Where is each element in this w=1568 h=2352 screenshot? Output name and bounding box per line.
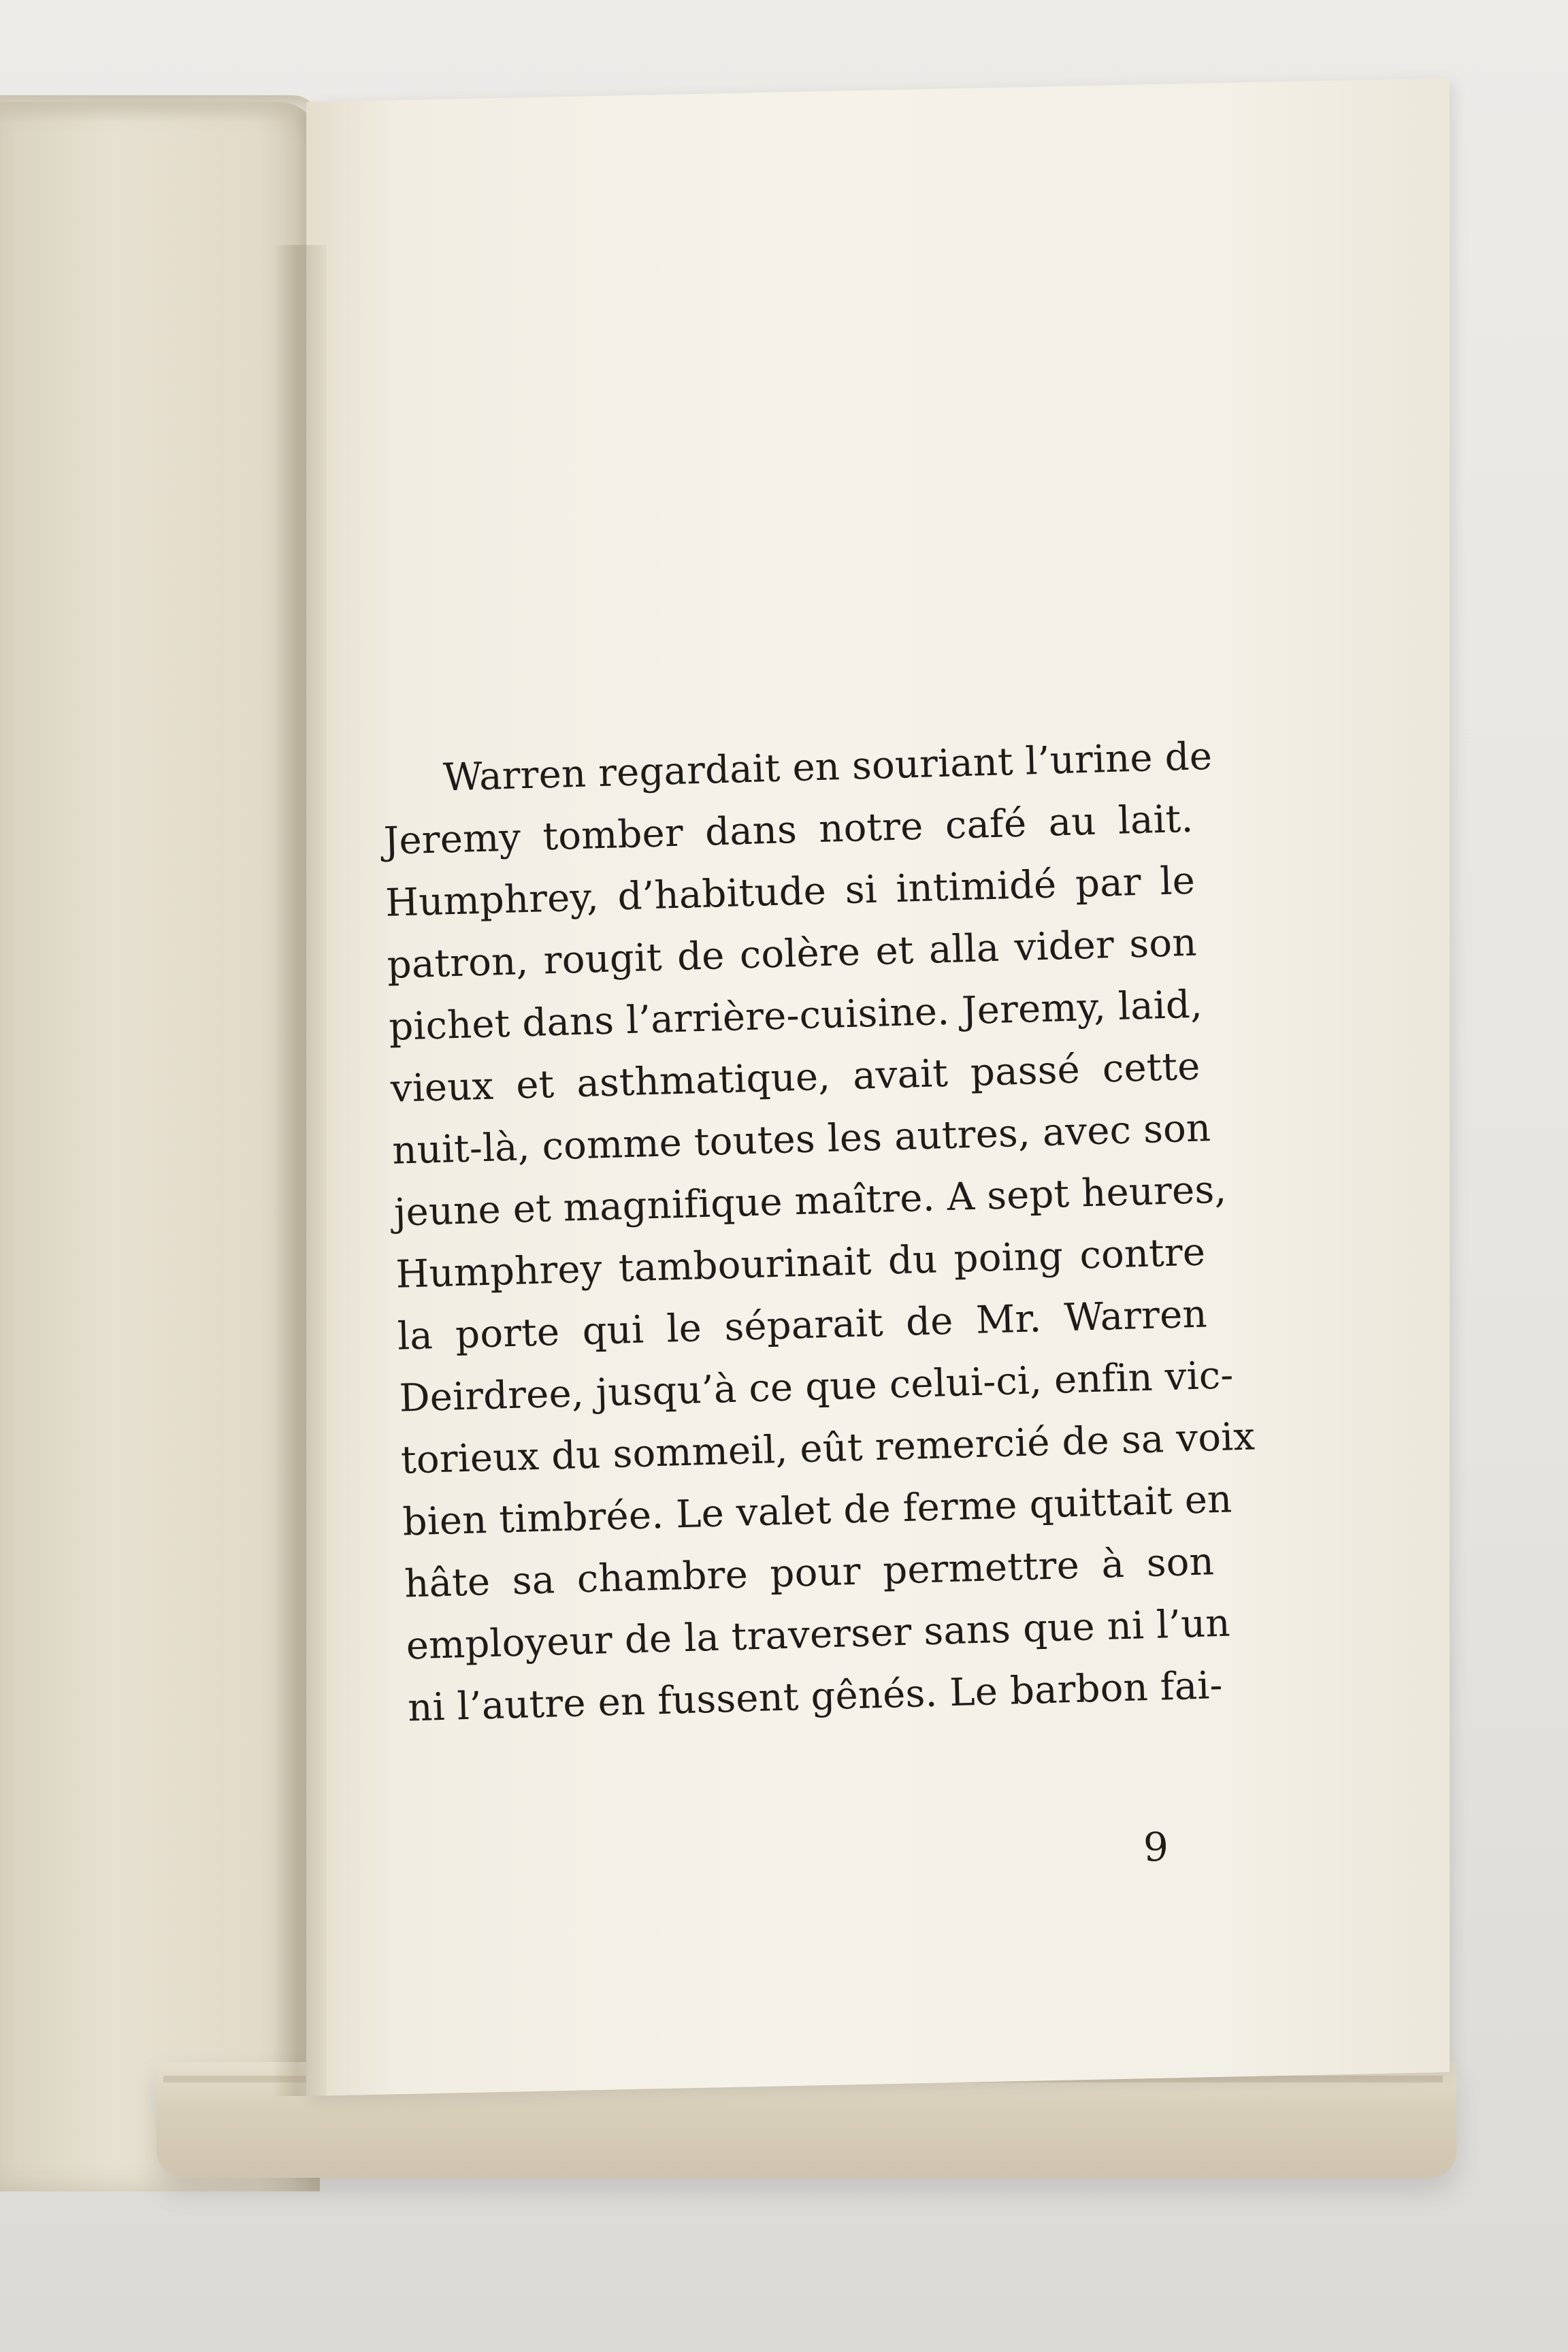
page-number: 9 bbox=[1143, 1823, 1169, 1871]
text-line: nuit-là, comme toutes les autres, avec son bbox=[391, 1106, 1212, 1173]
text-line: Humphrey, d’habitude si intimidé par le bbox=[385, 858, 1196, 926]
text-line: bien timbrée. Le valet de ferme quittait en bbox=[402, 1477, 1233, 1545]
text-line: pichet dans l’arrière-cuisine. Jeremy, laid, bbox=[388, 982, 1203, 1049]
text-line: jeune et magnifique maître. A sept heures, bbox=[393, 1167, 1228, 1235]
text-line: ni l’autre en fussent gênés. Le barbon fai- bbox=[407, 1663, 1224, 1731]
book-gutter bbox=[272, 245, 327, 2096]
text-line: la porte qui le séparait de Mr. Warren bbox=[397, 1292, 1208, 1359]
text-line: Deirdree, jusqu’à ce que celui-ci, enfin vic- bbox=[398, 1353, 1235, 1421]
text-line: Humphrey tambourinait du poing contre bbox=[395, 1230, 1207, 1297]
left-page-edge bbox=[0, 95, 320, 122]
text-line: hâte sa chambre pour permettre à son bbox=[404, 1539, 1215, 1607]
text-line: patron, rougit de colère et alla vider son bbox=[386, 920, 1198, 987]
text-line: vieux et asthmatique, avait passé cette bbox=[390, 1044, 1201, 1111]
body-text bbox=[381, 726, 1256, 1740]
text-line: Warren regardait en souriant l’urine de bbox=[442, 734, 1213, 800]
text-line: Jeremy tomber dans notre café au lait. bbox=[382, 796, 1194, 864]
text-line: employeur de la traverser sans que ni l’un bbox=[405, 1601, 1231, 1669]
text-line: torieux du sommeil, eût remercié de sa voix bbox=[400, 1414, 1256, 1483]
